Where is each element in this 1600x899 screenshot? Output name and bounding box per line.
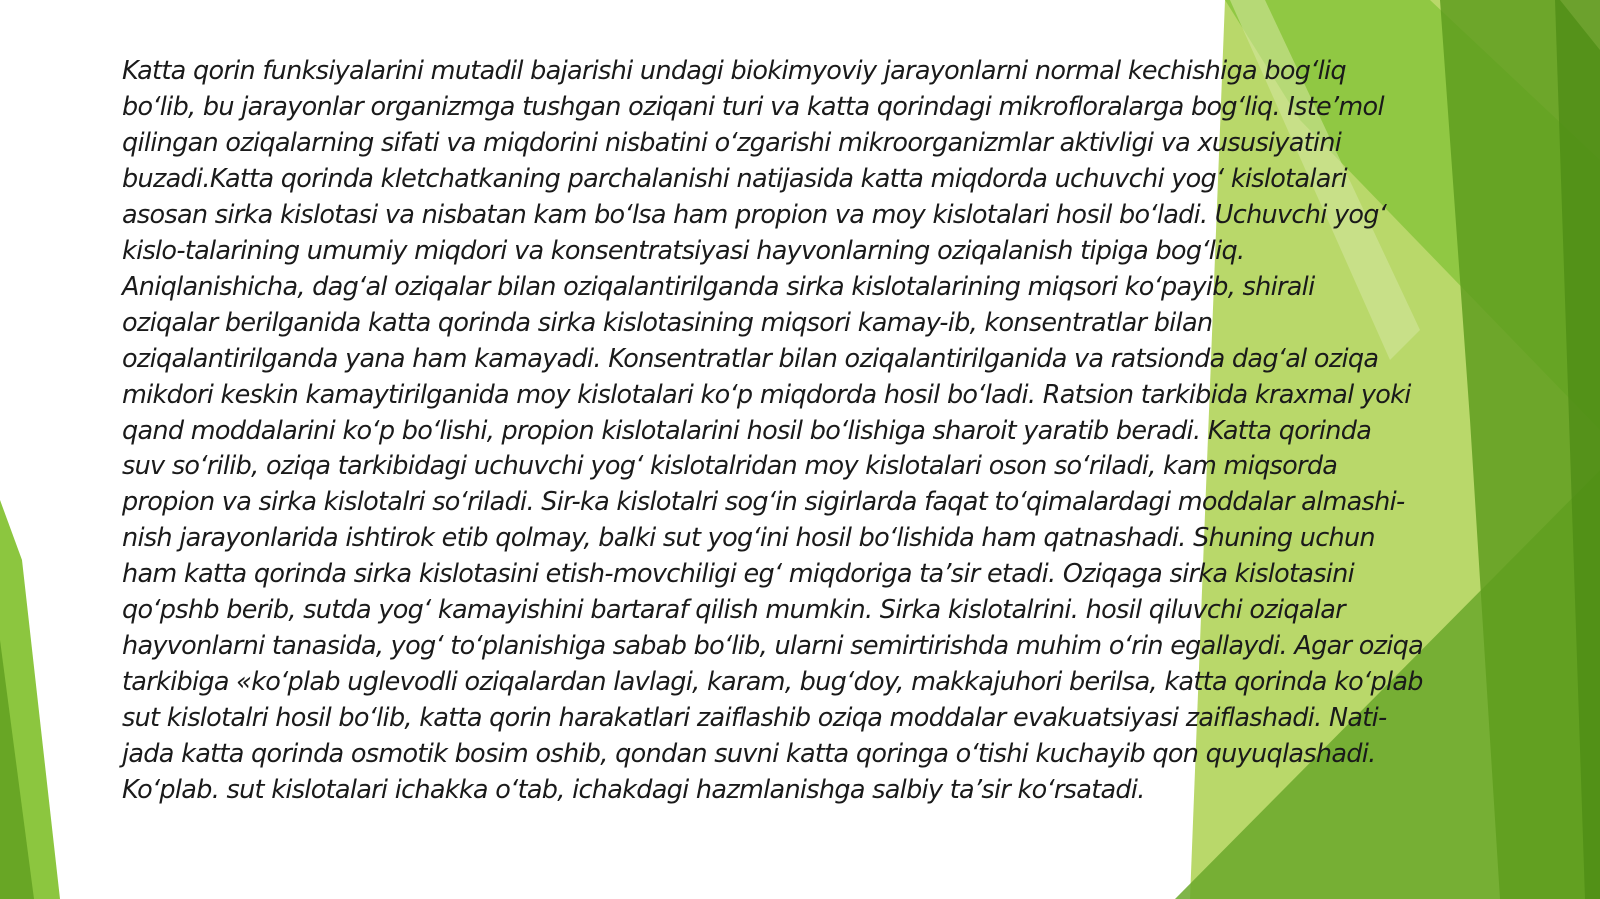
text-line-1: Katta qorin funksiyalarini mutadil bajarishi undagi biokimyoviy jarayonlarni normal kechishiga bog‘liq: [122, 56, 1346, 86]
text-line-17: hayvonlarni tanasida, yog‘ to‘planishiga sabab bo‘lib, ularni semirtirishda muhim o‘rin egallaydi. Agar oziqa: [122, 631, 1424, 662]
text-line-16: qo‘pshb berib, sutda yog‘ kamayishini bartaraf qilish mumkin. Sirka kislotalrini. hosil qiluvchi oziqalar: [122, 595, 1345, 626]
text-line-13: propion va sirka kislotalri so‘riladi. Sir-ka kislotalri sog‘in sigirlarda faqat to‘qimalardagi moddalar almashi-: [122, 487, 1405, 518]
text-line-14: nish jarayonlarida ishtirok etib qolmay, balki sut yog‘ini hosil bo‘lishida ham qatnashadi. Shuning uchun: [122, 523, 1375, 554]
text-line-15: ham katta qorinda sirka kislotasini etish-movchiligi eg‘ miqdoriga ta’sir etadi. Oziqaga sirka kislotasini: [122, 559, 1355, 590]
text-line-12: suv so‘rilib, oziqa tarkibidagi uchuvchi yog‘ kislotalridan moy kislotalari oson so‘riladi, kam miqsorda: [122, 451, 1338, 482]
text-line-10: mikdori keskin kamaytirilganida moy kislotalari ko‘p miqdorda hosil bo‘ladi. Ratsion tarkibida kraxmal yoki: [122, 379, 1411, 410]
text-line-6: kislo-talarining umumiy miqdori va konsentratsiyasi hayvonlarning oziqalanish tipiga bog‘liq.: [122, 235, 1245, 266]
slide-body-paragraph: [122, 54, 1562, 809]
text-line-18: tarkibiga «ko‘plab uglevodli oziqalardan lavlagi, karam, bug‘doy, makkajuhori berilsa, katta qorinda ko‘plab: [122, 667, 1423, 698]
text-line-19: sut kislotalri hosil bo‘lib, katta qorin harakatlari zaiflashib oziqa moddalar evakuatsiyasi zaiflashadi. Nati-: [122, 703, 1387, 734]
text-line-9: oziqalantirilganda yana ham kamayadi. Konsentratlar bilan oziqalantirilganida va ratsionda dag‘al oziqa: [122, 343, 1379, 374]
text-line-7: Aniqlanishicha, dag‘al oziqalar bilan oziqalantirilganda sirka kislotalarining miqsori ko‘payib, shirali: [122, 271, 1315, 302]
text-line-21: Ko‘plab. sut kislotalari ichakka o‘tab, ichakdagi hazmlanishga salbiy ta’sir ko‘rsatadi.: [122, 775, 1145, 806]
text-line-3: qilingan oziqalarning sifati va miqdorini nisbatini o‘zgarishi mikroorganizmlar aktivligi va xususiyatini: [122, 127, 1342, 158]
text-line-5: asosan sirka kislotasi va nisbatan kam bo‘lsa ham propion va moy kislotalari hosil bo‘ladi. Uchuvchi yog‘: [122, 199, 1387, 230]
text-line-20: jada katta qorinda osmotik bosim oshib, qondan suvni katta qoringa o‘tishi kuchayib qon quyuqlashadi.: [122, 739, 1376, 770]
text-line-4: buzadi.Katta qorinda kletchatkaning parchalanishi natijasida katta miqdorda uchuvchi yog‘ kislotalari: [122, 163, 1347, 194]
text-line-8: oziqalar berilganida katta qorinda sirka kislotasining miqsori kamay-ib, konsentratlar bilan: [122, 307, 1213, 338]
text-line-11: qand moddalarini ko‘p bo‘lishi, propion kislotalarini hosil bo‘lishiga sharoit yaratib beradi. Katta qorinda: [122, 415, 1372, 446]
text-line-2: bo‘lib, bu jarayonlar organizmga tushgan oziqani turi va katta qorindagi mikrofloralarga bog‘liq. Iste’mol: [122, 91, 1384, 122]
